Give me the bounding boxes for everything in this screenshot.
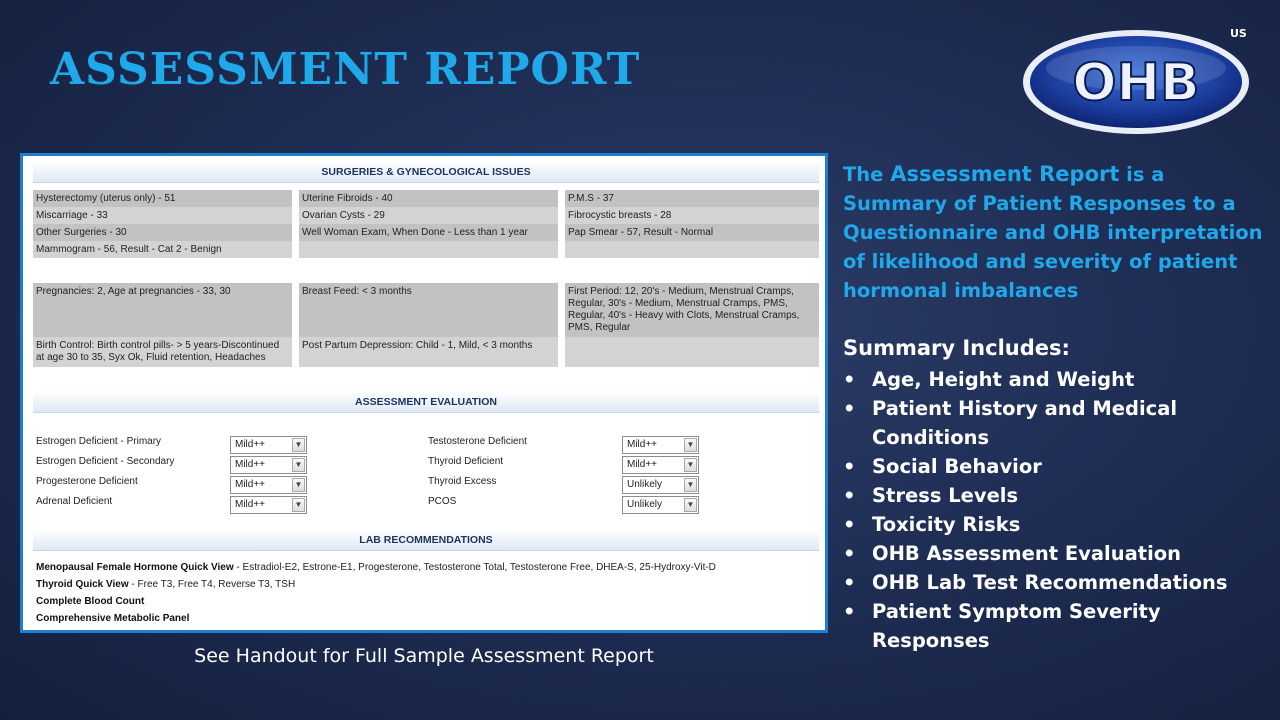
summary-item: • Patient History and Medical Conditions xyxy=(843,394,1273,452)
history-empty-cell xyxy=(565,337,819,367)
breast-feed-cell: Breast Feed: < 3 months xyxy=(299,283,558,337)
summary-item: • OHB Lab Test Recommendations xyxy=(843,568,1273,597)
eval-label: Progesterone Deficient xyxy=(36,476,138,487)
lab-item: Comprehensive Metabolic Panel xyxy=(36,613,190,624)
lab-item: Complete Blood Count xyxy=(36,596,145,607)
chevron-down-icon: ▼ xyxy=(684,478,697,492)
pregnancies-cell: Pregnancies: 2, Age at pregnancies - 33, 30 xyxy=(33,283,292,337)
surgery-cell xyxy=(565,241,819,258)
surgery-cell: Miscarriage - 33 xyxy=(33,207,292,224)
eval-label: PCOS xyxy=(428,496,457,507)
surgery-cell: Mammogram - 56, Result - Cat 2 - Benign xyxy=(33,241,292,258)
assessment-report-screenshot xyxy=(20,153,828,633)
eval-label: Estrogen Deficient - Secondary xyxy=(36,456,175,467)
surgery-cell: Uterine Fibroids - 40 xyxy=(299,190,558,207)
eval-label: Thyroid Excess xyxy=(428,476,497,487)
eval-label: Testosterone Deficient xyxy=(428,436,527,447)
surgery-cell: Fibrocystic breasts - 28 xyxy=(565,207,819,224)
summary-title: Summary Includes: xyxy=(843,336,1070,360)
slide-title: ASSESSMENT REPORT xyxy=(50,44,641,95)
chevron-down-icon: ▼ xyxy=(684,458,697,472)
lab-item: Thyroid Quick View - Free T3, Free T4, Reverse T3, TSH xyxy=(36,579,296,590)
chevron-down-icon: ▼ xyxy=(684,438,697,452)
summary-list xyxy=(843,365,1273,655)
summary-item: • Stress Levels xyxy=(843,481,1273,510)
birth-control-cell: Birth Control: Birth control pills- > 5 years-Discontinued at age 30 to 35, Syx Ok, Fluid retention, Headaches xyxy=(33,337,292,367)
lab-header: LAB RECOMMENDATIONS xyxy=(33,529,819,551)
summary-item: • Social Behavior xyxy=(843,452,1273,481)
chevron-down-icon: ▼ xyxy=(292,478,305,492)
summary-item: • Patient Symptom Severity Responses xyxy=(843,597,1273,655)
eval-select[interactable]: Mild++ ▼ xyxy=(230,436,307,454)
surgery-cell: Other Surgeries - 30 xyxy=(33,224,292,241)
eval-label: Thyroid Deficient xyxy=(428,456,504,467)
eval-select[interactable]: Mild++ ▼ xyxy=(230,456,307,474)
logo-text: OHB xyxy=(1072,53,1200,113)
intro-highlight: Assessment Report xyxy=(890,162,1120,186)
eval-select[interactable]: Mild++ ▼ xyxy=(230,476,307,494)
surgery-cell: P.M.S - 37 xyxy=(565,190,819,207)
surgery-cell: Hysterectomy (uterus only) - 51 xyxy=(33,190,292,207)
eval-select[interactable]: Unlikely ▼ xyxy=(622,476,699,494)
eval-label: Adrenal Deficient xyxy=(36,496,113,507)
surgery-cell: Well Woman Exam, When Done - Less than 1 year xyxy=(299,224,558,241)
eval-select[interactable]: Mild++ ▼ xyxy=(622,456,699,474)
chevron-down-icon: ▼ xyxy=(292,438,305,452)
surgery-cell xyxy=(299,241,558,258)
chevron-down-icon: ▼ xyxy=(292,458,305,472)
post-partum-cell: Post Partum Depression: Child - 1, Mild, < 3 months xyxy=(299,337,558,367)
chevron-down-icon: ▼ xyxy=(292,498,305,512)
chevron-down-icon: ▼ xyxy=(684,498,697,512)
eval-select[interactable]: Unlikely ▼ xyxy=(622,496,699,514)
lab-item: Menopausal Female Hormone Quick View - Estradiol-E2, Estrone-E1, Progesterone, Testosterone Total, Testosterone Free, DHEA-S, 25-Hydroxy-Vit-D xyxy=(36,562,716,573)
surgery-cell: Pap Smear - 57, Result - Normal xyxy=(565,224,819,241)
eval-select[interactable]: Mild++ ▼ xyxy=(622,436,699,454)
surgeries-header: SURGERIES & GYNECOLOGICAL ISSUES xyxy=(33,161,819,183)
summary-item: • Age, Height and Weight xyxy=(843,365,1273,394)
logo-sup: US xyxy=(1230,27,1247,40)
ohb-logo xyxy=(1020,22,1256,138)
handout-caption: See Handout for Full Sample Assessment Report xyxy=(194,645,654,667)
surgery-cell: Ovarian Cysts - 29 xyxy=(299,207,558,224)
summary-item: • OHB Assessment Evaluation xyxy=(843,539,1273,568)
evaluation-header: ASSESSMENT EVALUATION xyxy=(33,391,819,413)
first-period-cell: First Period: 12, 20's - Medium, Menstrual Cramps, Regular, 30's - Medium, Menstrual Cramps, PMS, Regular, 40's - Heavy with Clots, Menstrual Cramps, PMS, Regular xyxy=(565,283,819,337)
eval-label: Estrogen Deficient - Primary xyxy=(36,436,162,447)
eval-select[interactable]: Mild++ ▼ xyxy=(230,496,307,514)
intro-text: The Assessment Report is a Summary of Patient Responses to a Questionnaire and OHB interpretation of likelihood and severity of patient hormonal imbalances xyxy=(843,162,1263,302)
summary-item: • Toxicity Risks xyxy=(843,510,1273,539)
